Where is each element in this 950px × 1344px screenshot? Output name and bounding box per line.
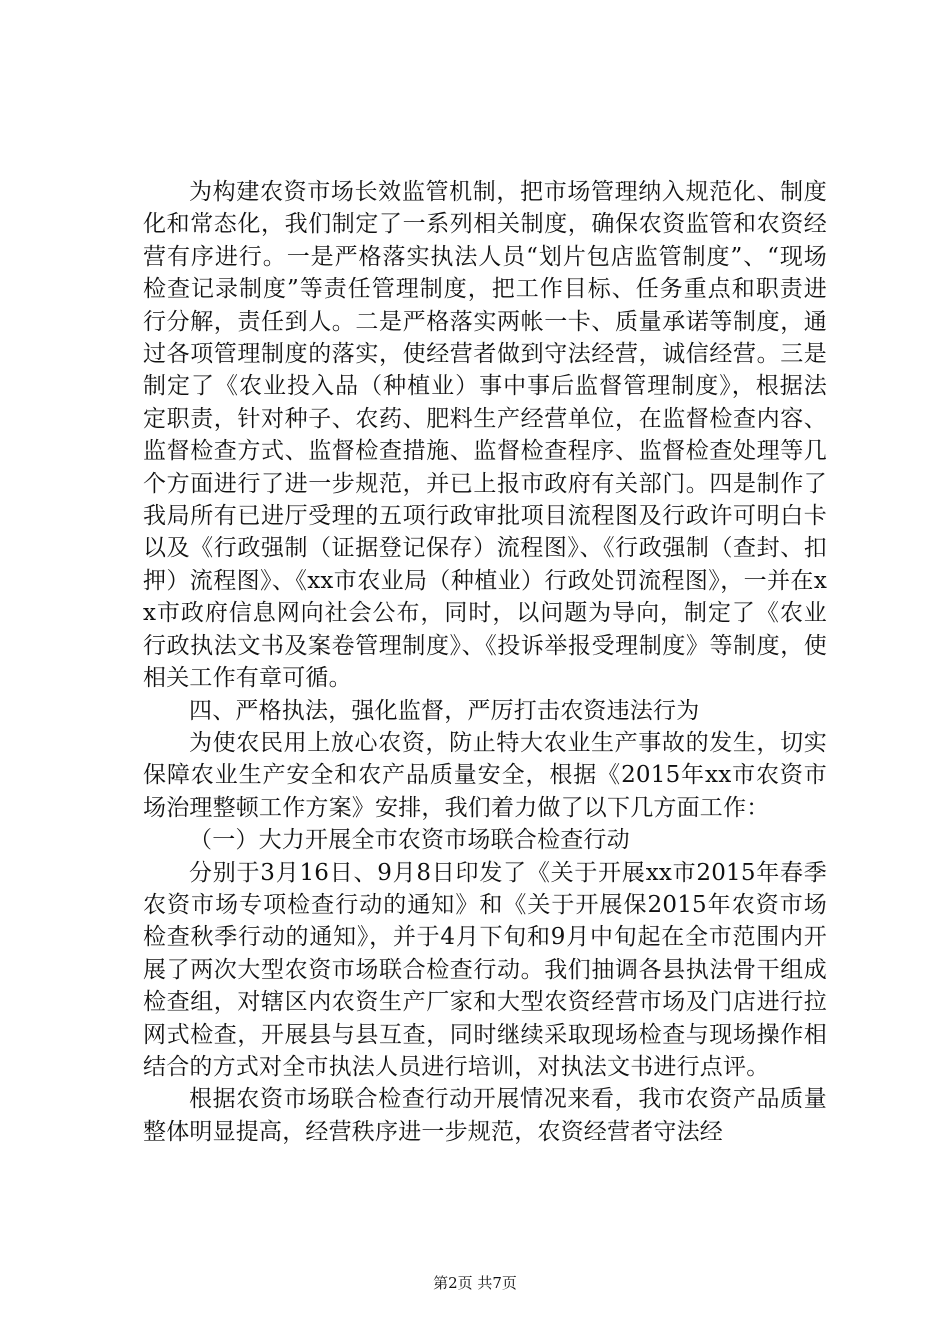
page-footer bbox=[0, 1273, 950, 1293]
paragraph-section-four-intro: 为使农民用上放心农资，防止特大农业生产事故的发生，切实保障农业生产安全和农产品质量安全，根据《2015年xx市农资市场治理整顿工作方案》安排，我们着力做了以下几方面工作： bbox=[143, 729, 827, 821]
section-heading-four: 四、严格执法，强化监督，严厉打击农资违法行为 bbox=[189, 697, 700, 724]
paragraph-inspection-results: 根据农资市场联合检查行动开展情况来看，我市农资产品质量整体明显提高，经营秩序进一步规范，农资经营者守法经 bbox=[143, 1086, 827, 1145]
paragraph-system-building: 为构建农资市场长效监管机制，把市场管理纳入规范化、制度化和常态化，我们制定了一系列相关制度，确保农资监管和农资经营有序进行。一是严格落实执法人员“划片包店监管制度”、“现场检查记录制度”等责任管理制度，把工作目标、任务重点和职责进行分解，责任到人。二是严格落实两帐一卡、质量承诺等制度，通过各项管理制度的落实，使经营者做到守法经营，诚信经营。三是制定了《农业投入品（种植业）事中事后监督管理制度》，根据法定职责，针对种子、农药、肥料生产经营单位，在监督检查内容、监督检查方式、监督检查措施、监督检查程序、监督检查处理等几个方面进行了进一步规范，并已上报市政府有关部门。四是制作了我局所有已进厅受理的五项行政审批项目流程图及行政许可明白卡以及《行政强制（证据登记保存）流程图》、《行政强制（查封、扣押）流程图》、《xx市农业局（种植业）行政处罚流程图》，一并在xx市政府信息网向社会公布，同时，以问题为导向，制定了《农业行政执法文书及案卷管理制度》、《投诉举报受理制度》等制度，使相关工作有章可循。 bbox=[143, 179, 827, 692]
page-indicator: 第2页 共7页 bbox=[433, 1274, 517, 1292]
sub-heading-one: （一）大力开展全市农资市场联合检查行动 bbox=[189, 827, 630, 854]
document-body bbox=[143, 176, 827, 1148]
paragraph-joint-inspection: 分别于3月16日、9月8日印发了《关于开展xx市2015年春季农资市场专项检查行动的通知》和《关于开展保2015年农资市场检查秋季行动的通知》，并于4月下旬和9月中旬起在全市范围内开展了两次大型农资市场联合检查行动。我们抽调各县执法骨干组成检查组，对辖区内农资生产厂家和大型农资经营市场及门店进行拉网式检查，开展县与县互查，同时继续采取现场检查与现场操作相结合的方式对全市执法人员进行培训，对执法文书进行点评。 bbox=[143, 859, 827, 1080]
